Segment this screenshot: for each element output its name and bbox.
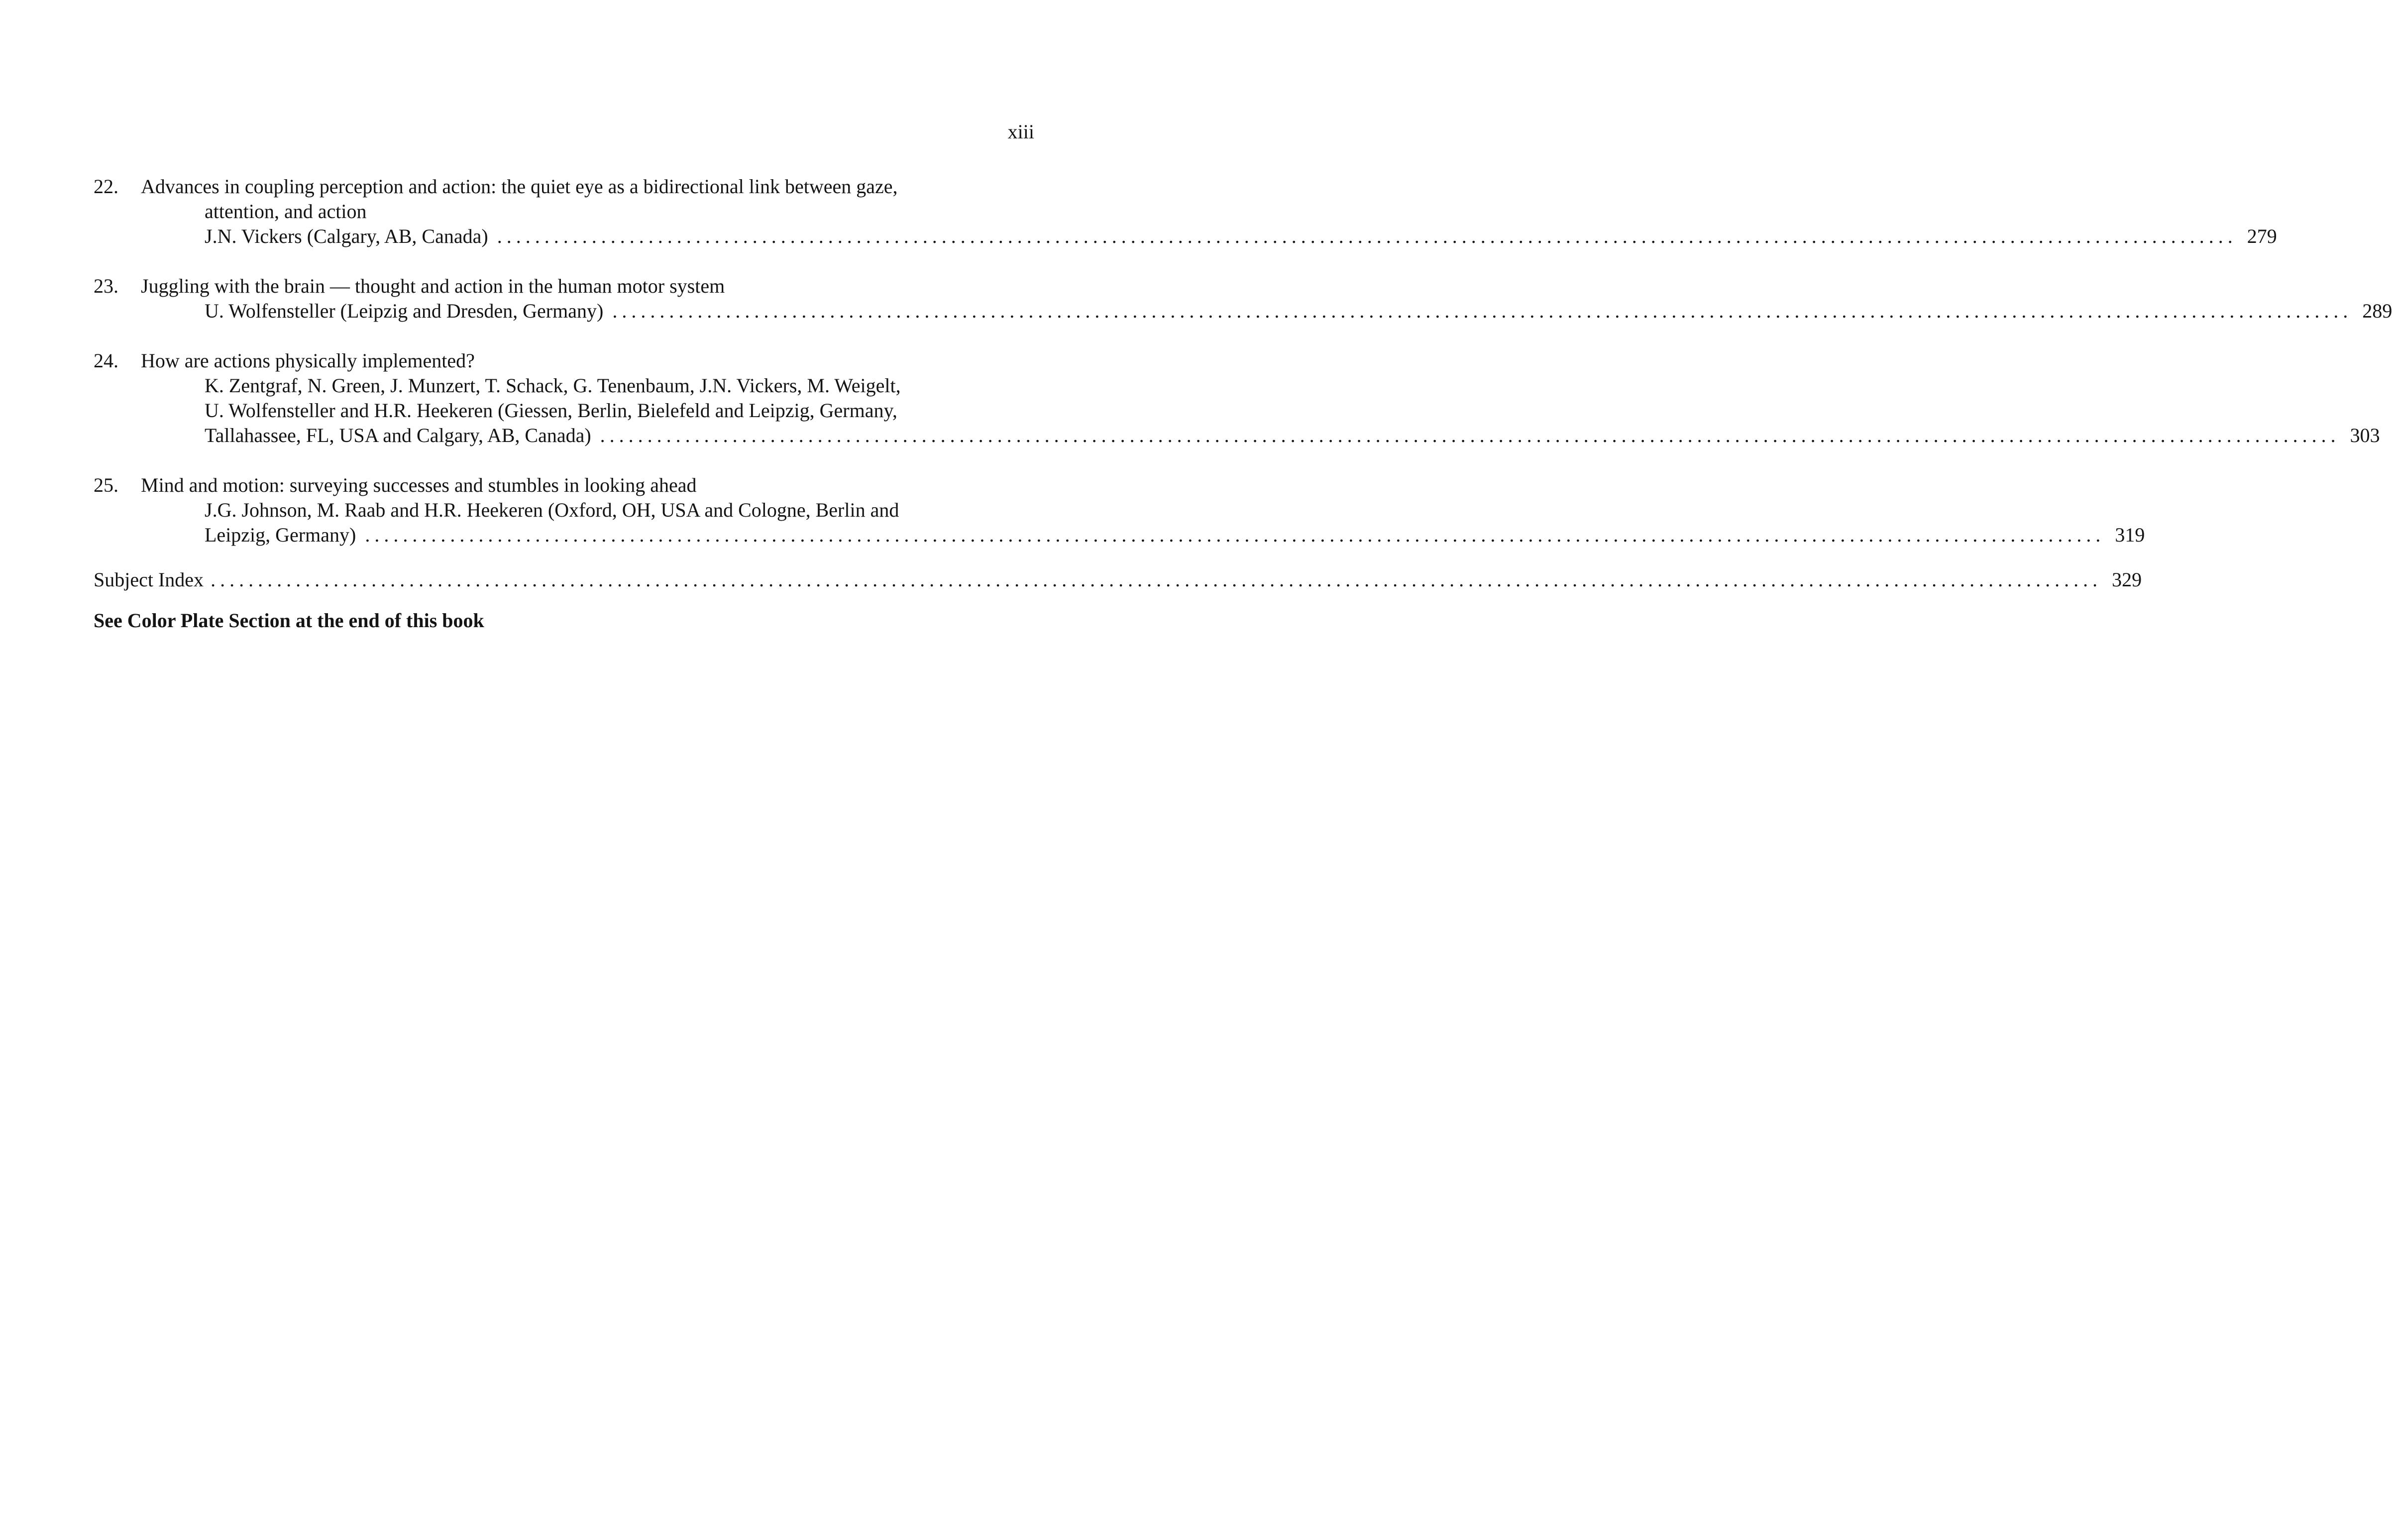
entry-title bbox=[141, 274, 1077, 299]
entry-leader-line bbox=[205, 423, 2380, 448]
entry-number: 24. bbox=[94, 349, 118, 372]
entry-authors bbox=[205, 373, 2380, 448]
entry-authors-last-line: Tallahassee, FL, USA and Calgary, AB, Canada) bbox=[205, 424, 591, 446]
entry-number: 25. bbox=[94, 474, 118, 496]
entry-page: 289 bbox=[2362, 300, 2392, 322]
entry-title-line: Advances in coupling perception and action: the quiet eye as a bidirectional link between gaze, bbox=[141, 175, 898, 198]
entry-leader-line bbox=[205, 299, 2392, 324]
entry-page: 319 bbox=[2115, 524, 2145, 546]
toc-entry-25 bbox=[94, 473, 2145, 548]
entry-leader-line bbox=[205, 523, 2145, 548]
color-plate-note: See Color Plate Section at the end of this book bbox=[94, 609, 484, 632]
entry-title bbox=[141, 473, 1077, 498]
dot-leader: ........................................................................................................................................................................................ bbox=[365, 524, 2105, 546]
entry-page: 303 bbox=[2350, 424, 2380, 446]
entry-title-line: How are actions physically implemented? bbox=[141, 349, 475, 372]
toc-entry-23 bbox=[94, 274, 2392, 324]
dot-leader: ........................................................................................................................................................................................ bbox=[497, 225, 2237, 247]
page-number: xiii bbox=[1007, 120, 1034, 143]
entry-authors bbox=[205, 224, 2277, 249]
toc-entry-24 bbox=[94, 348, 2380, 448]
subject-index-page: 329 bbox=[2112, 568, 2142, 591]
entry-page: 279 bbox=[2247, 225, 2277, 247]
entry-number: 22. bbox=[94, 175, 118, 198]
entry-authors-last-line: Leipzig, Germany) bbox=[205, 524, 356, 546]
entry-authors-line: J.G. Johnson, M. Raab and H.R. Heekeren (Oxford, OH, USA and Cologne, Berlin and bbox=[205, 499, 899, 521]
entry-title-line: Juggling with the brain — thought and action in the human motor system bbox=[141, 275, 725, 297]
entry-authors bbox=[205, 299, 2392, 324]
entry-leader-line bbox=[205, 224, 2277, 249]
entry-title bbox=[141, 174, 1077, 224]
entry-title-line: attention, and action bbox=[205, 200, 367, 222]
entry-authors-line: K. Zentgraf, N. Green, J. Munzert, T. Schack, G. Tenenbaum, J.N. Vickers, M. Weigelt, bbox=[205, 374, 901, 397]
subject-index-label: Subject Index bbox=[94, 568, 204, 591]
entry-authors bbox=[205, 498, 2145, 548]
entry-number: 23. bbox=[94, 275, 118, 297]
entry-title-line: Mind and motion: surveying successes and stumbles in looking ahead bbox=[141, 474, 697, 496]
entry-title bbox=[141, 348, 1077, 373]
dot-leader: ........................................................................................................................................................................................................ bbox=[211, 568, 2102, 591]
entry-authors-line: U. Wolfensteller and H.R. Heekeren (Giessen, Berlin, Bielefeld and Leipzig, Germany, bbox=[205, 399, 897, 422]
dot-leader: ........................................................................................................................................................................................ bbox=[600, 424, 2340, 446]
entry-authors-last-line: U. Wolfensteller (Leipzig and Dresden, Germany) bbox=[205, 300, 604, 322]
dot-leader: ........................................................................................................................................................................................ bbox=[612, 300, 2353, 322]
toc-entry-22 bbox=[94, 174, 2277, 249]
subject-index-entry bbox=[94, 567, 2142, 592]
table-of-contents bbox=[94, 174, 2392, 633]
entry-authors-last-line: J.N. Vickers (Calgary, AB, Canada) bbox=[205, 225, 488, 247]
